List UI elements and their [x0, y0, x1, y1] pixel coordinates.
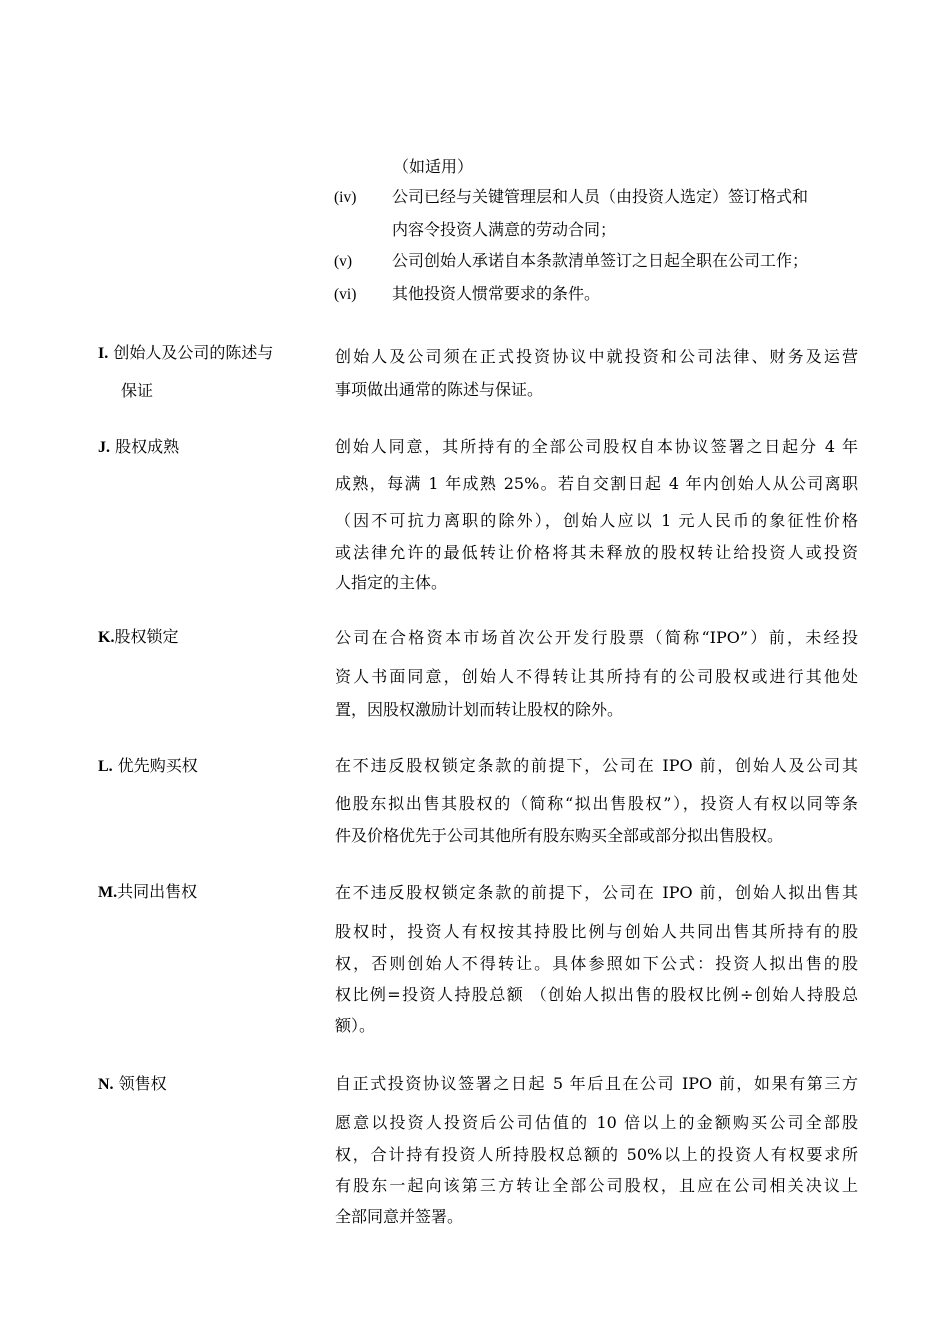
item-text: 内容令投资人满意的劳动合同；: [392, 220, 617, 239]
section-letter: J.: [98, 439, 110, 456]
body-line: 权比例=投资人持股总额 （创始人拟出售的股权比例÷创始人持股总: [335, 985, 858, 1004]
item-number: (iv): [334, 189, 357, 206]
item-text: 其他投资人惯常要求的条件。: [392, 284, 601, 303]
section-letter: L.: [98, 758, 113, 775]
paren-note: （如适用）: [393, 157, 474, 176]
section-heading-i: [98, 343, 273, 364]
body-line: （因不可抗力离职的除外），创始人应以 1 元人民币的象征性价格: [335, 511, 858, 530]
item-text: 公司已经与关键管理层和人员（由投资人选定）签订格式和: [392, 187, 809, 206]
section-heading-k: [98, 627, 178, 648]
body-line: 愿意以投资人投资后公司估值的 10 倍以上的金额购买公司全部股: [335, 1113, 858, 1132]
body-line: 权，合计持有投资人所持股权总额的 50%以上的投资人有权要求所: [335, 1145, 858, 1164]
section-heading-n: [98, 1074, 167, 1095]
item-number: (v): [334, 253, 353, 270]
body-line: 股权时，投资人有权按其持股比例与创始人共同出售其所持有的股: [335, 922, 858, 941]
body-line: 公司在合格资本市场首次公开发行股票（简称“IPO”）前，未经投: [335, 628, 858, 647]
section-title: 股权成熟: [115, 437, 180, 456]
section-title: 共同出售权: [117, 882, 198, 901]
section-title: 股权锁定: [114, 627, 179, 646]
body-line: 权，否则创始人不得转让。具体参照如下公式：投资人拟出售的股: [335, 954, 858, 973]
item-text: 公司创始人承诺自本条款清单签订之日起全职在公司工作；: [392, 251, 809, 270]
body-line: 创始人同意，其所持有的全部公司股权自本协议签署之日起分 4 年: [335, 437, 858, 456]
body-line: 在不违反股权锁定条款的前提下，公司在 IPO 前，创始人拟出售其: [335, 883, 858, 902]
section-title: 创始人及公司的陈述与: [113, 343, 274, 362]
body-line: 创始人及公司须在正式投资协议中就投资和公司法律、财务及运营: [335, 347, 858, 366]
body-line: 自正式投资协议签署之日起 5 年后且在公司 IPO 前，如果有第三方: [335, 1074, 858, 1093]
body-line: 件及价格优先于公司其他所有股东购买全部或部分拟出售股权。: [335, 826, 784, 845]
body-line: 在不违反股权锁定条款的前提下，公司在 IPO 前，创始人及公司其: [335, 756, 858, 775]
body-line: 有股东一起向该第三方转让全部公司股权，且应在公司相关决议上: [335, 1176, 858, 1195]
section-heading-m: [98, 882, 197, 903]
section-title: 领售权: [118, 1074, 167, 1093]
section-heading-j: [98, 437, 179, 458]
section-title-cont: 保证: [121, 381, 154, 400]
item-number: (vi): [334, 286, 357, 303]
body-line: 置，因股权激励计划而转让股权的除外。: [335, 700, 624, 719]
section-heading-l: [98, 756, 198, 777]
body-line: 或法律允许的最低转让价格将其未释放的股权转让给投资人或投资: [335, 543, 858, 562]
body-line: 成熟，每满 1 年成熟 25%。若自交割日起 4 年内创始人从公司离职: [335, 474, 858, 493]
section-title: 优先购买权: [117, 756, 198, 775]
body-line: 全部同意并签署。: [335, 1207, 464, 1226]
body-line: 人指定的主体。: [335, 573, 448, 592]
body-line: 事项做出通常的陈述与保证。: [335, 380, 544, 399]
section-letter: I.: [98, 345, 109, 362]
body-line: 他股东拟出售其股权的（简称“拟出售股权”），投资人有权以同等条: [335, 794, 858, 813]
body-line: 资人书面同意，创始人不得转让其所持有的公司股权或进行其他处: [335, 667, 858, 686]
body-line: 额）。: [335, 1016, 376, 1035]
section-letter: M.: [98, 884, 118, 901]
section-letter: N.: [98, 1076, 114, 1093]
section-letter: K.: [98, 629, 115, 646]
